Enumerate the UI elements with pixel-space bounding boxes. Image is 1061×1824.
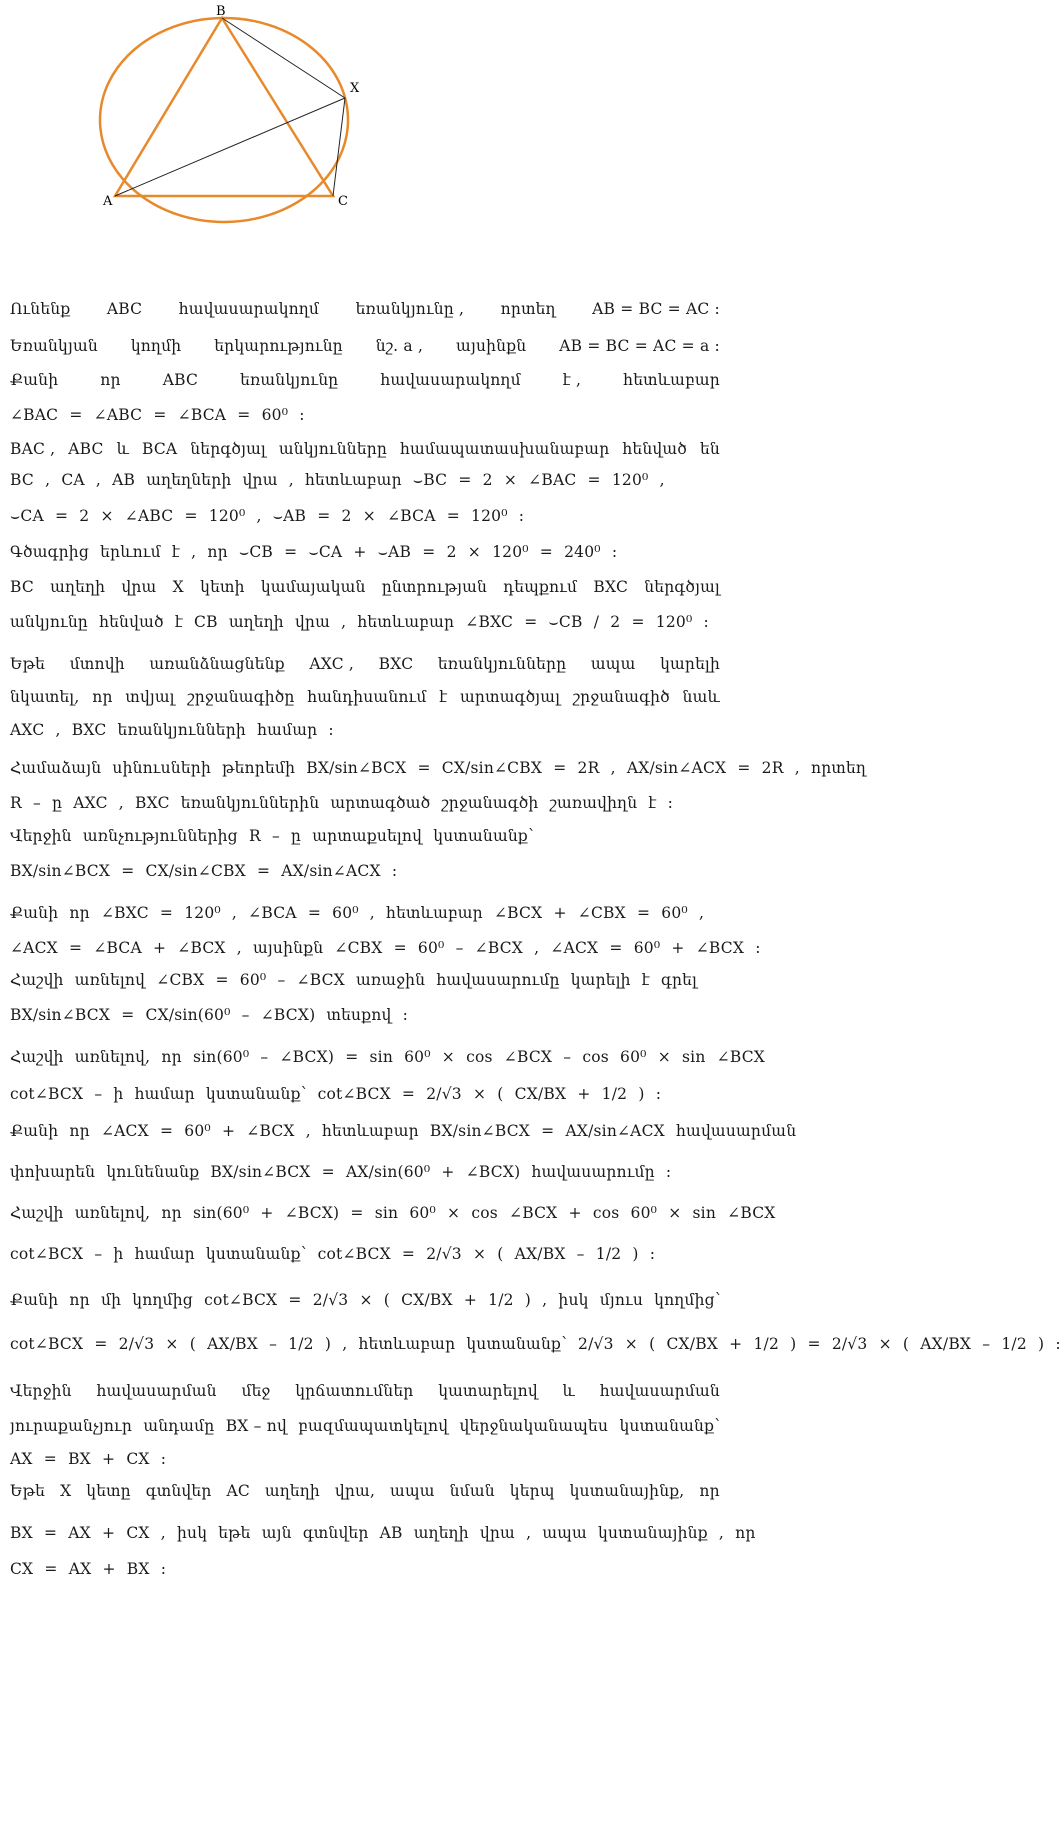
word: AB = BC = AC : [592, 300, 720, 318]
text-line: BC , CA , AB աղեղների վրա , հետևաբար ⌣BC = 2 × ∠BAC = 120⁰ , [10, 471, 665, 489]
word: BAC , [10, 440, 56, 458]
word: եռանկյունները [437, 655, 567, 673]
text-line [10, 578, 720, 596]
word: որ [92, 688, 113, 706]
word: եռանկյունը [240, 371, 339, 389]
text-line [10, 688, 720, 706]
text-line: Վերջին առնչություններից R – ը արտաքսելով կստանանք՝ [10, 827, 534, 845]
text-line: R – ը AXC , BXC եռանկյուններին արտագծած շրջանագծի շառավիղն է : [10, 794, 674, 812]
word: նաև [682, 688, 720, 706]
word: կերպ [509, 1482, 555, 1500]
word: Վերջին [10, 1382, 72, 1400]
word: է [439, 688, 448, 706]
label-x: X [350, 81, 360, 96]
word: Եթե [10, 655, 46, 673]
text-line: CX = AX + BX : [10, 1560, 167, 1578]
text-line: BX = AX + CX , իսկ եթե այն գտնվեր AB աղեղի վրա , ապա կստանայինք , որ [10, 1524, 756, 1542]
word: հենված [622, 440, 687, 458]
label-a: A [103, 194, 113, 209]
word: Եթե [10, 1482, 46, 1500]
word: հավասարակողմ [178, 300, 320, 318]
word: BXC [593, 578, 629, 596]
word: կարելի [660, 655, 720, 673]
word: BXC [378, 655, 414, 673]
word: անկյունները [278, 440, 388, 458]
word: տվյալ [125, 688, 175, 706]
word: AB = BC = AC = a : [559, 337, 720, 355]
word: եռանկյունը , [355, 300, 465, 318]
segment-ax [115, 98, 345, 196]
word: հանդիսանում [307, 688, 427, 706]
word: այսինքն [456, 337, 527, 355]
word: կստանայինք, [569, 1482, 685, 1500]
word: կետի [200, 578, 245, 596]
word: Ունենք [10, 300, 71, 318]
word: ներգծյալ [644, 578, 720, 596]
word: ABC [106, 300, 143, 318]
text-line [10, 1382, 720, 1400]
geometry-figure [0, 0, 731, 260]
label-b: B [216, 4, 226, 19]
word: կատարելով [438, 1382, 538, 1400]
word: նշ. a , [375, 337, 424, 355]
word: Եռանկյան [10, 337, 98, 355]
text-line: անկյունը հենված է CB աղեղի վրա , հետևաբար ∠BXC = ⌣CB / 2 = 120⁰ : [10, 613, 709, 631]
text-line: cot∠BCX – ի համար կստանանք՝ cot∠BCX = 2/√3 × ( AX/BX – 1/2 ) : [10, 1245, 656, 1263]
text-line: AXC , BXC եռանկյունների համար : [10, 721, 334, 739]
text-line: Հաշվի առնելով ∠CBX = 60⁰ – ∠BCX առաջին հավասարումը կարելի է գրել [10, 971, 698, 989]
word: վերջնականապես [459, 1417, 609, 1435]
text-line: cot∠BCX – ի համար կստանանք՝ cot∠BCX = 2/√3 × ( CX/BX + 1/2 ) : [10, 1085, 662, 1103]
word: համապատասխանաբար [399, 440, 610, 458]
text-line: Քանի որ մի կողմից cot∠BCX = 2/√3 × ( CX/BX + 1/2 ) , իսկ մյուս կողմից՝ [10, 1291, 721, 1309]
word: վրա [121, 578, 157, 596]
word: մեջ [241, 1382, 271, 1400]
word: հավասարման [96, 1382, 217, 1400]
text-line [10, 655, 720, 673]
word: է , [562, 371, 582, 389]
word: աղեղի [50, 578, 106, 596]
text-line [10, 1482, 720, 1500]
text-line: ∠BAC = ∠ABC = ∠BCA = 60⁰ : [10, 406, 305, 424]
word: բազմապատկելով [298, 1417, 449, 1435]
word: առանձնացնենք [149, 655, 285, 673]
text-line [10, 1417, 720, 1435]
word: հետևաբար [623, 371, 720, 389]
word: որ [699, 1482, 720, 1500]
word: Քանի [10, 371, 59, 389]
word: կամայական [260, 578, 366, 596]
text-line: ⌣CA = 2 × ∠ABC = 120⁰ , ⌣AB = 2 × ∠BCA = 120⁰ : [10, 507, 525, 525]
text-line: Քանի որ ∠BXC = 120⁰ , ∠BCA = 60⁰ , հետևաբար ∠BCX + ∠CBX = 60⁰ , [10, 904, 705, 922]
word: կողմի [130, 337, 182, 355]
text-line [10, 371, 720, 389]
word: AXC , [309, 655, 355, 673]
text-line: ∠ACX = ∠BCA + ∠BCX , այսինքն ∠CBX = 60⁰ – ∠BCX , ∠ACX = 60⁰ + ∠BCX : [10, 939, 761, 957]
word: BCA [141, 440, 178, 458]
word: ABC [162, 371, 199, 389]
word: BX – ով [225, 1417, 287, 1435]
text-line [10, 300, 720, 318]
text-line: BX/sin∠BCX = CX/sin∠CBX = AX/sin∠ACX : [10, 862, 398, 880]
word: երկարությունը [214, 337, 343, 355]
word: հավասարակողմ [380, 371, 521, 389]
word: կետը [86, 1482, 131, 1500]
word: դեպքում [503, 578, 578, 596]
word: կստանանք՝ [619, 1417, 720, 1435]
word: անդամը [143, 1417, 215, 1435]
word: և [562, 1382, 575, 1400]
word: կրճատումներ [295, 1382, 414, 1400]
word: X [172, 578, 184, 596]
word: որտեղ [500, 300, 556, 318]
text-line: Հաշվի առնելով, որ sin(60⁰ + ∠BCX) = sin 60⁰ × cos ∠BCX + cos 60⁰ × sin ∠BCX [10, 1204, 776, 1222]
word: X [60, 1482, 72, 1500]
word: հավասարման [599, 1382, 720, 1400]
word: ABC [68, 440, 104, 458]
word: ապա [390, 1482, 435, 1500]
word: նման [449, 1482, 495, 1500]
text-line: cot∠BCX = 2/√3 × ( AX/BX – 1/2 ) , հետևաբար կստանանք՝ 2/√3 × ( CX/BX + 1/2 ) = 2/√3 × ( AX/BX – 1/2 ) : [10, 1335, 1061, 1353]
triangle-abc [115, 18, 333, 196]
text-line: Համաձայն սինուսների թեորեմի BX/sin∠BCX = CX/sin∠CBX = 2R , AX/sin∠ACX = 2R , որտեղ [10, 759, 867, 777]
word: շրջանագիծը [187, 688, 295, 706]
text-line [10, 337, 720, 355]
text-line: BX/sin∠BCX = CX/sin(60⁰ – ∠BCX) տեսքով : [10, 1006, 409, 1024]
label-c: C [338, 194, 348, 209]
word: նկատել, [10, 688, 80, 706]
word: ապա [590, 655, 636, 673]
text-line [10, 440, 720, 458]
word: աղեղի [264, 1482, 320, 1500]
text-line: փոխարեն կունենանք BX/sin∠BCX = AX/sin(60⁰ + ∠BCX) հավասարումը : [10, 1163, 672, 1181]
word: AC [226, 1482, 250, 1500]
word: ընտրության [381, 578, 488, 596]
circumscribed-circle [100, 18, 348, 222]
text-line: Քանի որ ∠ACX = 60⁰ + ∠BCX , հետևաբար BX/sin∠BCX = AX/sin∠ACX հավասարման [10, 1122, 797, 1140]
word: որ [100, 371, 121, 389]
text-line: AX = BX + CX : [10, 1450, 167, 1468]
word: արտագծյալ [460, 688, 561, 706]
word: և [116, 440, 129, 458]
text-line: Գծագրից երևում է , որ ⌣CB = ⌣CA + ⌣AB = 2 × 120⁰ = 240⁰ : [10, 543, 618, 561]
text-line: Հաշվի առնելով, որ sin(60⁰ – ∠BCX) = sin 60⁰ × cos ∠BCX – cos 60⁰ × sin ∠BCX [10, 1048, 766, 1066]
word: մտովի [69, 655, 125, 673]
word: գտնվեր [145, 1482, 212, 1500]
word: BC [10, 578, 34, 596]
word: վրա, [334, 1482, 376, 1500]
word: յուրաքանչյուր [10, 1417, 133, 1435]
word: ներգծյալ [190, 440, 266, 458]
word: են [699, 440, 720, 458]
word: շրջանագիծ [572, 688, 670, 706]
